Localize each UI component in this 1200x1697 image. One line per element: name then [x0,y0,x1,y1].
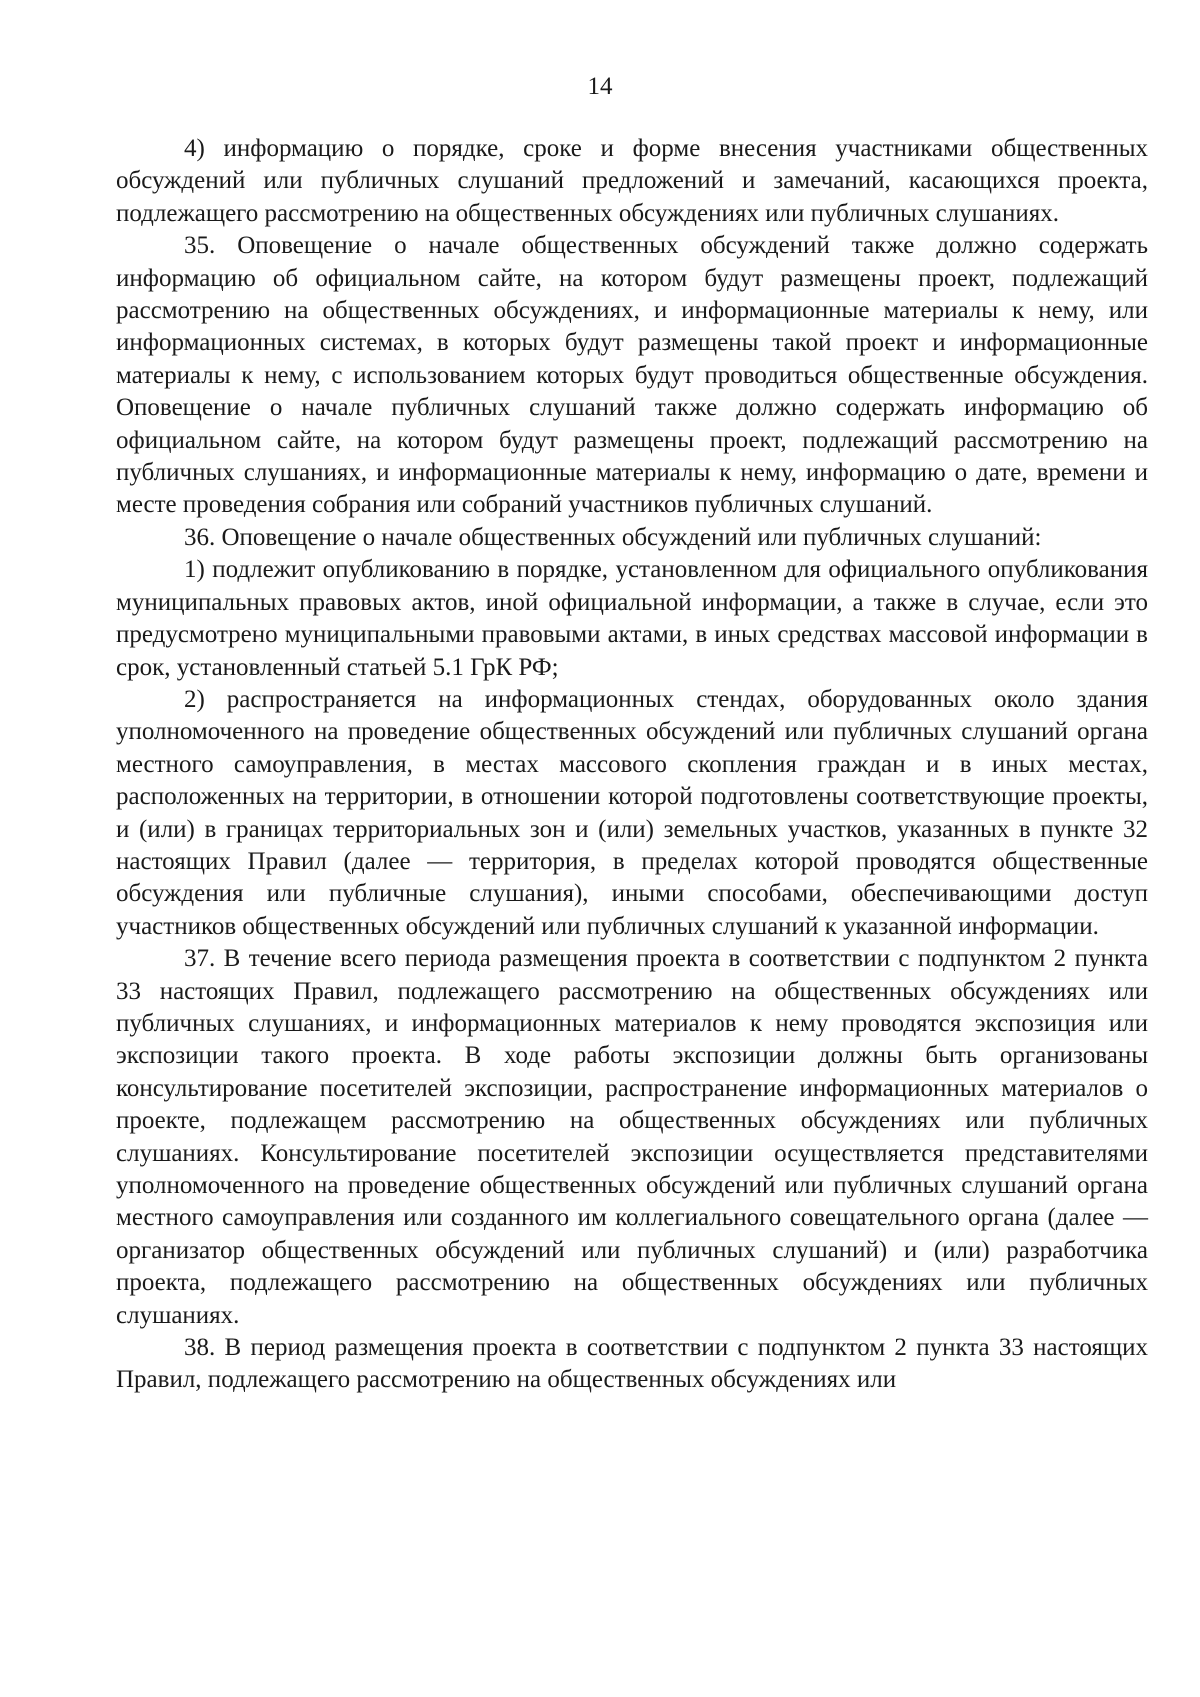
paragraph-35: 35. Оповещение о начале общественных обсуждений также должно содержать информацию об официальном сайте, на котором будут размещены проект, подлежащий рассмотрению на общественных обсуждениях, и информационные материалы к нему, или информационных системах, в которых будут размещены такой проект и информационные материалы к нему, с использованием которых будут проводиться общественные обсуждения. Оповещение о начале публичных слушаний также должно содержать информацию об официальном сайте, на котором будут размещены проект, подлежащий рассмотрению на публичных слушаниях, и информационные материалы к нему, информацию о дате, времени и месте проведения собрания или собраний участников публичных слушаний. [116,232,1148,519]
paragraph-36-item-2: 2) распространяется на информационных стендах, оборудованных около здания уполномоченного на проведение общественных обсуждений или публичных слушаний органа местного самоуправления, в местах массового скопления граждан и в иных местах, расположенных на территории, в отношении которой подготовлены соответствующие проекты, и (или) в границах территориальных зон и (или) земельных участков, указанных в пункте 32 настоящих Правил (далее — территория, в пределах которой проводятся общественные обсуждения или публичные слушания), иными способами, обеспечивающими доступ участников общественных обсуждений или публичных слушаний к указанной информации. [116,685,1148,940]
paragraph-item-4: 4) информацию о порядке, сроке и форме внесения участниками общественных обсуждений или публичных слушаний предложений и замечаний, касающихся проекта, подлежащего рассмотрению на общественных обсуждениях или публичных слушаниях. [116,135,1148,227]
paragraph-38: 38. В период размещения проекта в соответствии с подпунктом 2 пункта 33 настоящих Правил, подлежащего рассмотрению на общественных обсуждениях или [116,1334,1148,1394]
paragraph-36: 36. Оповещение о начале общественных обсуждений или публичных слушаний: [184,523,1042,551]
document-body [116,133,1148,1397]
page-number: 14 [587,73,613,100]
paragraph-36-item-1: 1) подлежит опубликованию в порядке, установленном для официального опубликования муниципальных правовых актов, иной официальной информации, а также в случае, если это предусмотрено муниципальными правовыми актами, в иных средствах массовой информации в срок, установленный статьей 5.1 ГрК РФ; [116,556,1148,681]
paragraph-37: 37. В течение всего периода размещения проекта в соответствии с подпунктом 2 пункта 33 настоящих Правил, подлежащего рассмотрению на общественных обсуждениях или публичных слушаниях, и информационных материалов к нему проводятся экспозиция или экспозиции такого проекта. В ходе работы экспозиции должны быть организованы консультирование посетителей экспозиции, распространение информационных материалов о проекте, подлежащем рассмотрению на общественных обсуждениях или публичных слушаниях. Консультирование посетителей экспозиции осуществляется представителями уполномоченного на проведение общественных обсуждений или публичных слушаний органа местного самоуправления или созданного им коллегиального совещательного органа (далее — организатор общественных обсуждений или публичных слушаний) и (или) разработчика проекта, подлежащего рассмотрению на общественных обсуждениях или публичных слушаниях. [116,945,1148,1329]
